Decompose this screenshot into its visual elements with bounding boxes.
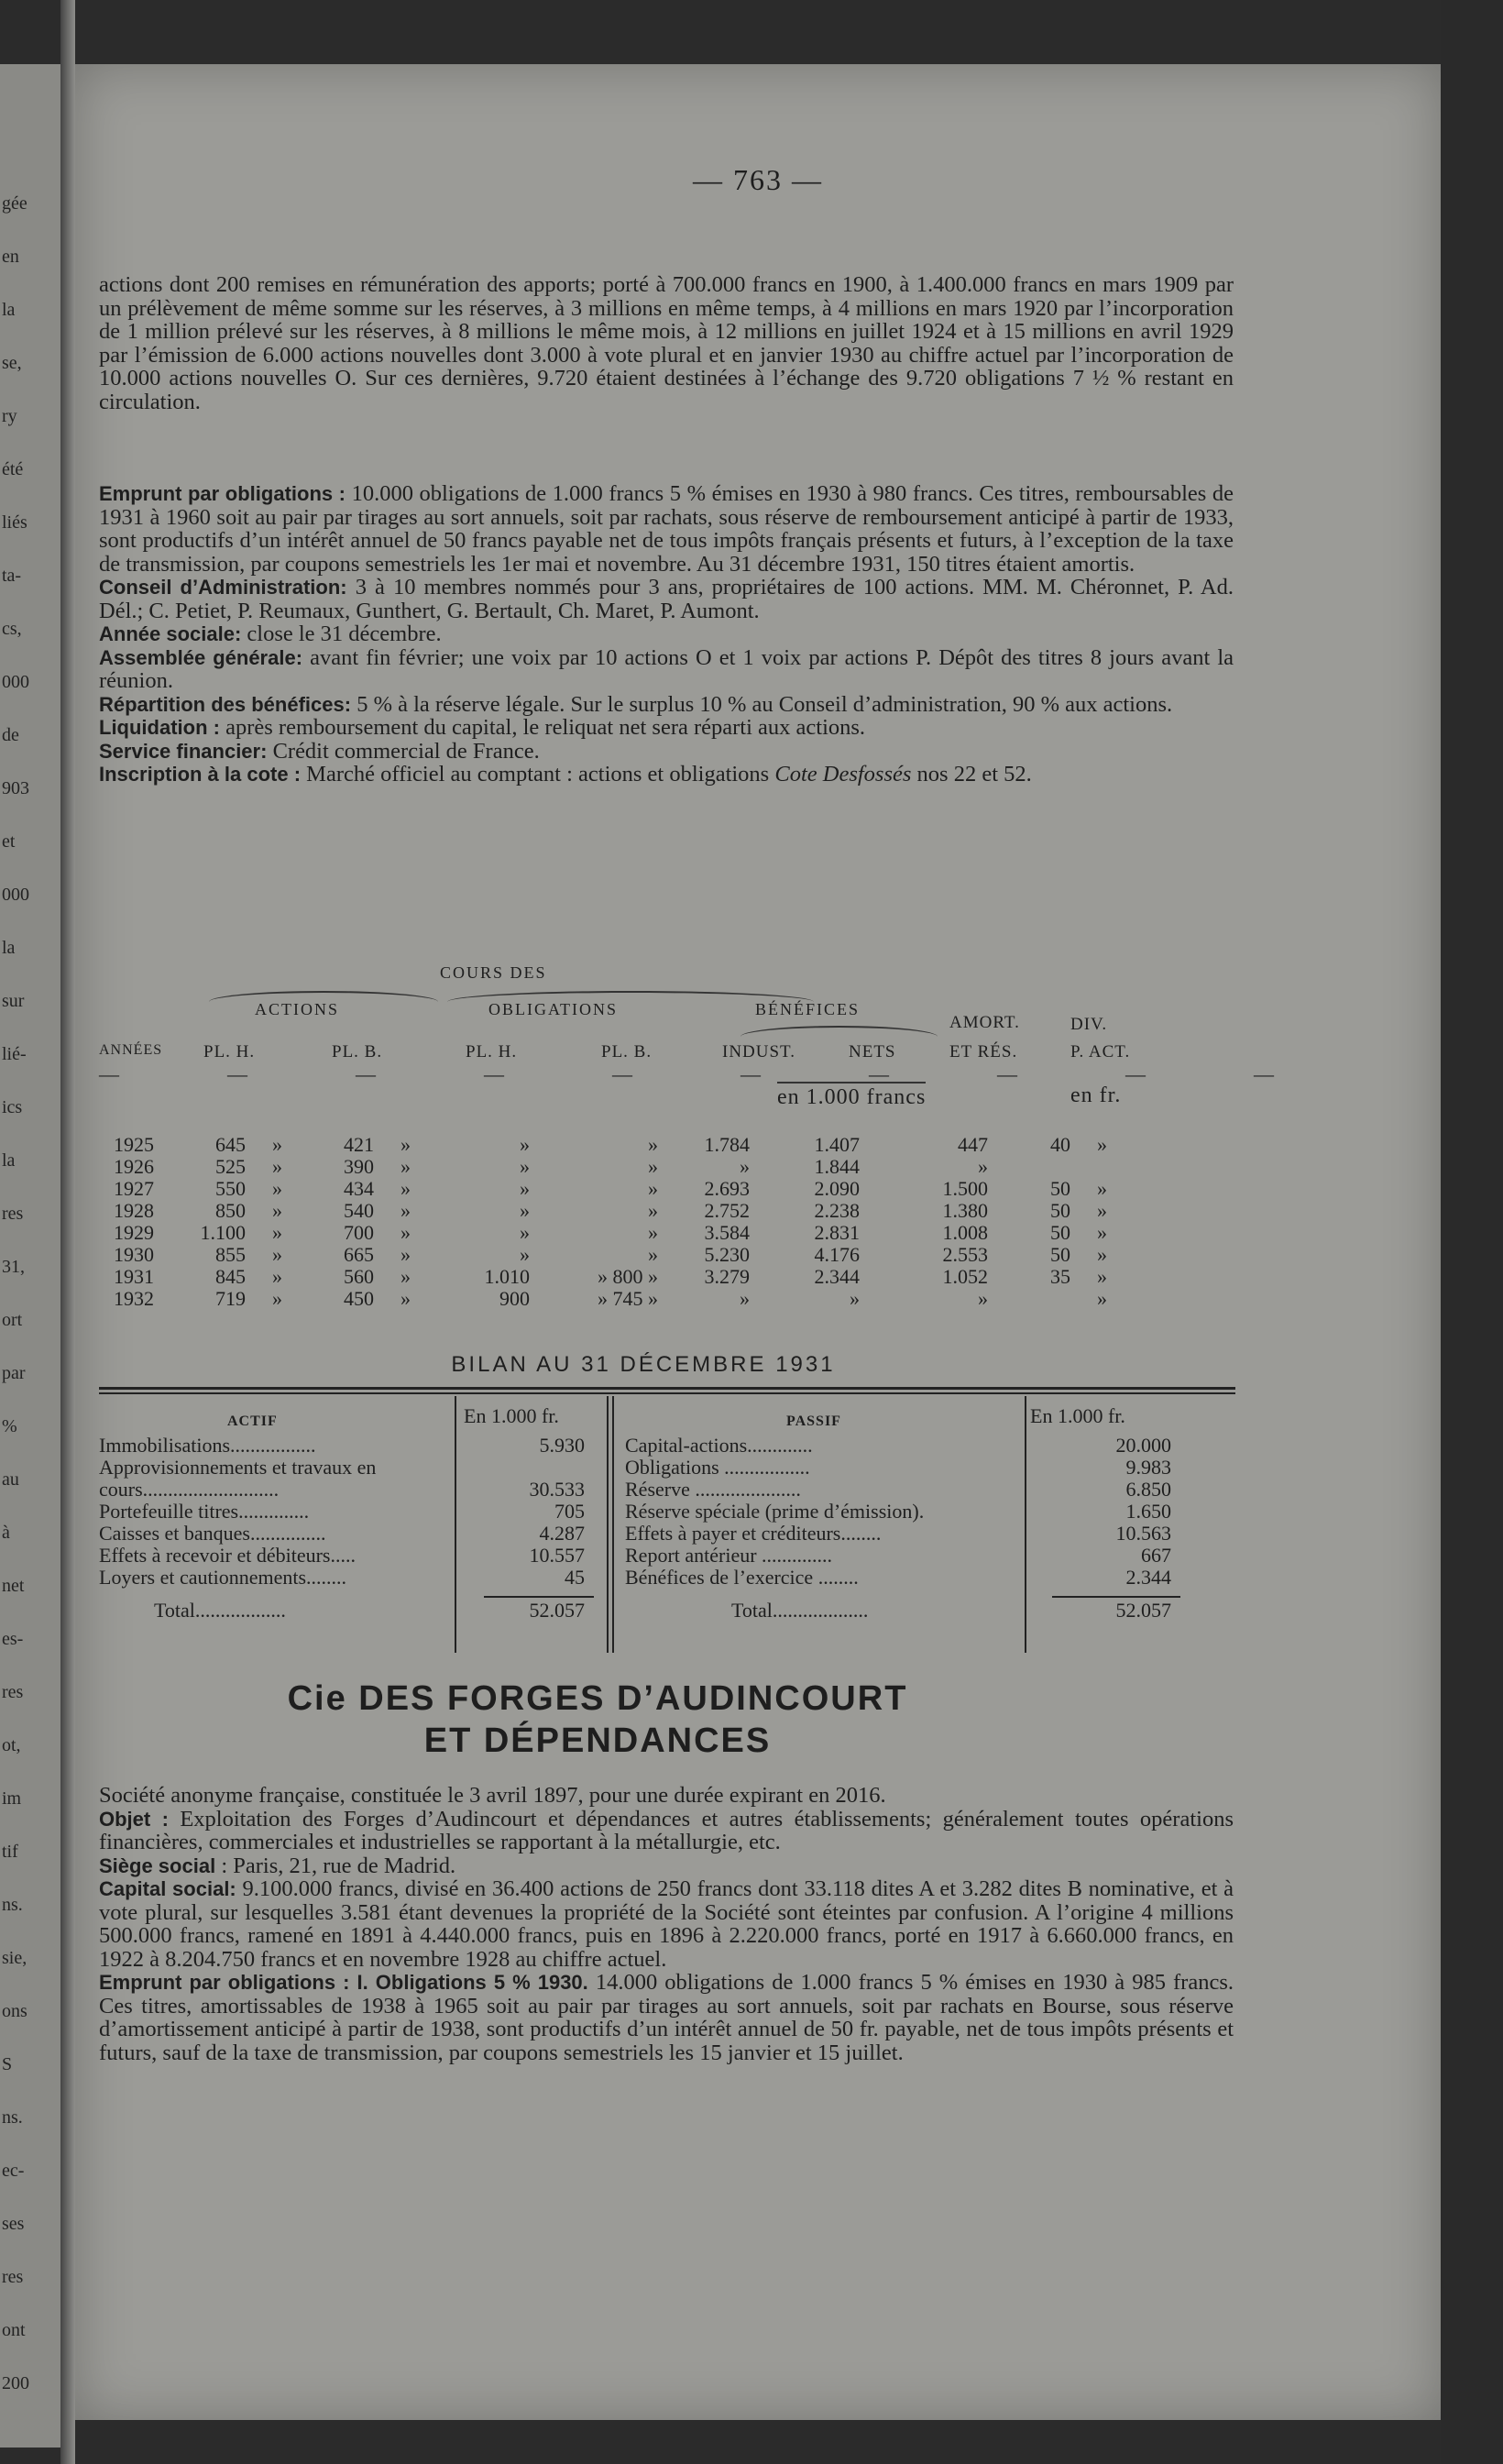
table-cell	[988, 1288, 1070, 1310]
table-cell: »	[1097, 1133, 1107, 1156]
table-cell: 434	[344, 1177, 374, 1200]
actif-value: 10.557	[529, 1544, 585, 1567]
passif-value: 9.983	[1125, 1456, 1171, 1479]
table-cell	[988, 1156, 1070, 1178]
col-pl2: PL. B.	[332, 1042, 383, 1062]
table-cell: 1.844	[814, 1155, 860, 1178]
table-cell: 540	[344, 1199, 374, 1222]
passif-value: 2.344	[1125, 1566, 1171, 1589]
table-cell: 2.090	[814, 1177, 860, 1200]
table-cell: »	[648, 1243, 658, 1266]
table-cell: 5.230	[704, 1243, 750, 1266]
actif-value: 705	[554, 1500, 585, 1523]
table-cell: 421	[344, 1133, 374, 1156]
company-details	[99, 482, 1234, 786]
table-cell: 850	[215, 1199, 246, 1222]
table-cell: 50	[1050, 1177, 1070, 1200]
table-cell: »	[1097, 1199, 1107, 1222]
table-cell: »	[272, 1287, 282, 1310]
table-cell: 1.784	[704, 1133, 750, 1156]
margin-fragment: net	[2, 1576, 25, 1596]
margin-fragment: res	[2, 1204, 24, 1224]
page	[75, 64, 1441, 2420]
table-cell	[1070, 1156, 1107, 1178]
passif-label: Obligations .................	[625, 1456, 810, 1479]
table-cell: 50	[1050, 1243, 1070, 1266]
table-cell: 2.831	[814, 1221, 860, 1244]
bilan-top-rule-2	[99, 1392, 1235, 1394]
col-pl4: PL. B.	[601, 1042, 653, 1062]
table-cell: »	[648, 1199, 658, 1222]
table-cell: 855	[215, 1243, 246, 1266]
actif-unit: En 1.000 fr.	[464, 1404, 559, 1427]
table-cell: »	[520, 1199, 530, 1222]
table-cell: 1.500	[942, 1177, 988, 1200]
table-cell: 1926	[114, 1155, 154, 1178]
margin-fragment: se,	[2, 353, 22, 373]
table-row	[99, 1200, 1107, 1222]
margin-fragment: ns.	[2, 2107, 23, 2128]
actif-label: Caisses et banques...............	[99, 1522, 326, 1545]
intro-text: actions dont 200 remises en rémunération des apports; porté à 700.000 francs en 1900, à 1.400.000 francs en mars 1909 par un prélèvement de même somme sur les réserves, à 3 millions en même temps, à 4 millions en mars 1920 par l’incorporation de 1 million prélevé sur les réserves, à 8 millions le même mois, à 12 millions en juillet 1924 et à 15 millions en avril 1929 par l’émission de 6.000 actions nouvelles dont 3.000 à vote plural et en janvier 1930 au chiffre actuel par l’incorporation de 10.000 actions nouvelles O. Sur ces dernières, 9.720 étaient destinées à l’échange des 9.720 obligations 7 ½ % restant en circulation.	[99, 272, 1234, 414]
brace-benefices	[741, 1026, 938, 1037]
actif-label: Loyers et cautionnements........	[99, 1566, 347, 1589]
section-paragraph	[99, 716, 1234, 740]
col-div: DIV.	[1070, 1015, 1108, 1034]
section-label: Assemblée générale:	[99, 645, 303, 669]
margin-fragment: ses	[2, 2214, 25, 2234]
table-cell: 1.407	[814, 1133, 860, 1156]
table-cell: »	[400, 1177, 411, 1200]
margin-fragment: de	[2, 725, 19, 745]
passif-value: 10.563	[1115, 1522, 1171, 1545]
table-cell: »	[272, 1177, 282, 1200]
table-cell: »	[272, 1199, 282, 1222]
bilan-title: BILAN AU 31 DÉCEMBRE 1931	[451, 1352, 836, 1377]
table-cell: 1929	[114, 1221, 154, 1244]
margin-fragment: cs,	[2, 619, 22, 639]
left-page-margin	[0, 64, 60, 2448]
table-cell: »	[648, 1221, 658, 1244]
margin-fragment: 000	[2, 885, 29, 905]
table-row	[99, 1222, 1107, 1244]
section-paragraph	[99, 693, 1234, 717]
table-cell: 1925	[114, 1133, 154, 1156]
table-row	[99, 1156, 1107, 1178]
table-cell: »	[740, 1287, 750, 1310]
cours-header: COURS DES	[440, 963, 547, 982]
actif-value: 5.930	[539, 1434, 585, 1457]
company-section	[99, 1854, 1234, 1878]
table-cell: 560	[344, 1265, 374, 1288]
company-section-label: Objet :	[99, 1807, 169, 1831]
table-cell: » 800 »	[598, 1265, 658, 1288]
margin-fragment: 31,	[2, 1257, 25, 1277]
table-row	[99, 1288, 1107, 1310]
margin-fragment: en	[2, 247, 19, 267]
table-cell: »	[520, 1177, 530, 1200]
col-amort: AMORT.	[949, 1013, 1020, 1032]
table-cell: »	[400, 1243, 411, 1266]
col-nets: NETS	[849, 1042, 896, 1062]
company-section	[99, 1877, 1234, 1971]
cours-table	[99, 958, 1382, 1325]
table-cell: 2.752	[704, 1199, 750, 1222]
book-gutter	[60, 0, 75, 2464]
passif-total-value: 52.057	[1115, 1599, 1171, 1622]
table-cell: 2.553	[942, 1243, 988, 1266]
table-cell: 665	[344, 1243, 374, 1266]
table-cell: 50	[1050, 1199, 1070, 1222]
margin-fragment: 000	[2, 672, 29, 692]
passif-value: 1.650	[1125, 1500, 1171, 1523]
table-cell: 1.052	[942, 1265, 988, 1288]
table-cell: 550	[215, 1177, 246, 1200]
table-cell: »	[1097, 1265, 1107, 1288]
company-section-text: Exploitation des Forges d’Audincourt et dépendances et autres établissements; généralement toutes opérations financières, commerciales et industrielles se rapportant à la métallurgie, etc.	[99, 1806, 1234, 1854]
section-label: Conseil d’Administration:	[99, 576, 347, 599]
table-cell: 2.693	[704, 1177, 750, 1200]
margin-fragment: liés	[2, 512, 27, 533]
table-cell: 390	[344, 1155, 374, 1178]
bilan-vline-1	[455, 1396, 456, 1653]
table-cell: 450	[344, 1287, 374, 1310]
table-cell: 40	[1050, 1133, 1070, 1156]
table-row	[99, 1244, 1107, 1266]
section-label: Emprunt par obligations :	[99, 482, 346, 505]
section-text: close le 31 décembre.	[241, 622, 442, 646]
actif-total-label: Total..................	[154, 1599, 286, 1622]
table-cell: 645	[215, 1133, 246, 1156]
section-label: Répartition des bénéfices:	[99, 692, 352, 716]
table-cell: 1927	[114, 1177, 154, 1200]
passif-label: Réserve spéciale (prime d’émission).	[625, 1500, 925, 1523]
section-label: Service financier:	[99, 739, 268, 763]
col-indust: INDUST.	[722, 1042, 796, 1062]
margin-fragment: 903	[2, 778, 29, 798]
table-cell: »	[978, 1155, 988, 1178]
col-pl1: PL. H.	[203, 1042, 256, 1062]
section-text: 5 % à la réserve légale. Sur le surplus 10 % au Conseil d’administration, 90 % aux actions.	[351, 691, 1173, 717]
company-section-label: Siège social	[99, 1854, 216, 1877]
company-section-text: : Paris, 21, rue de Madrid.	[215, 1853, 456, 1878]
table-cell: »	[272, 1133, 282, 1156]
table-cell: »	[648, 1155, 658, 1178]
table-cell: »	[400, 1199, 411, 1222]
margin-fragment: au	[2, 1469, 19, 1490]
section-text: 10.000 obligations de 1.000 francs 5 % émises en 1930 à 980 francs. Ces titres, remboursables de 1931 à 1960 soit au pair par tirages au sort annuels, soit par rachats, sous réserve de remboursement anticipé à partir de 1933, sont productifs d’un intérêt annuel de 50 francs payable net de tous impôts français présents et futurs, à l’exception de la taxe de transmission, par coupons semestriels les 1er mai et novembre. Au 31 décembre 1931, 150 titres étaient amortis.	[99, 481, 1234, 577]
section-paragraph	[99, 622, 1234, 646]
table-cell: »	[272, 1243, 282, 1266]
page-number: — 763 —	[693, 163, 823, 196]
margin-fragment: et	[2, 831, 16, 852]
table-cell: 1931	[114, 1265, 154, 1288]
table-row	[99, 1134, 1107, 1156]
table-row	[99, 1266, 1107, 1288]
table-cell: 1.380	[942, 1199, 988, 1222]
bilan-vline-4	[1025, 1396, 1026, 1653]
passif-unit: En 1.000 fr.	[1030, 1404, 1125, 1427]
margin-fragment: gée	[2, 193, 27, 214]
margin-fragment: ta-	[2, 566, 22, 586]
group-benefices: BÉNÉFICES	[755, 1000, 861, 1018]
bilan-vline-3	[612, 1396, 614, 1653]
bilan-vline-2	[607, 1396, 609, 1653]
table-cell: »	[648, 1177, 658, 1200]
table-cell: »	[740, 1155, 750, 1178]
company-title-line2: ET DÉPENDANCES	[423, 1722, 772, 1760]
table-cell: 700	[344, 1221, 374, 1244]
company-section-label: Emprunt par obligations : I. Obligations 5 % 1930.	[99, 1971, 588, 1994]
passif-value: 667	[1141, 1544, 1171, 1567]
margin-fragment: %	[2, 1416, 17, 1436]
unit-fr: en fr.	[1070, 1084, 1122, 1107]
margin-fragment: par	[2, 1363, 26, 1383]
company-section-label: Capital social:	[99, 1877, 236, 1900]
passif-header: PASSIF	[786, 1414, 841, 1429]
table-cell: »	[400, 1221, 411, 1244]
section-tail: nos 22 et 52.	[911, 762, 1032, 786]
group-obligations: OBLIGATIONS	[488, 1000, 618, 1018]
background-edge	[1441, 0, 1503, 2464]
table-cell: »	[520, 1155, 530, 1178]
passif-label: Report antérieur ..............	[625, 1544, 833, 1567]
actif-total-rule	[484, 1596, 594, 1598]
margin-fragment: sur	[2, 991, 25, 1011]
table-cell: »	[400, 1133, 411, 1156]
table-cell: »	[400, 1265, 411, 1288]
table-cell: 1.008	[942, 1221, 988, 1244]
margin-fragment: ec-	[2, 2161, 25, 2181]
margin-fragment: tif	[2, 1842, 18, 1862]
table-cell: »	[272, 1265, 282, 1288]
company-section-text: 9.100.000 francs, divisé en 36.400 actions de 250 francs dont 33.118 dites A et 3.282 dites B nominative, et à vote plural, sur lesquelles 3.581 étant devenues la propriété de la Société sont éteintes par confusion. A l’origine 4 millions 500.000 francs, ramené en 1891 à 4.440.000 francs, puis en 1896 à 2.220.000 francs, porté en 1917 à 6.660.000 francs, en 1922 à 8.204.750 francs et en novembre 1928 au chiffre actuel.	[99, 1876, 1234, 1972]
margin-fragment: sie,	[2, 1948, 27, 1968]
table-cell: 3.279	[704, 1265, 750, 1288]
margin-fragment: ns.	[2, 1895, 23, 1915]
company-section	[99, 1808, 1234, 1854]
margin-fragment: ort	[2, 1310, 23, 1330]
table-cell: »	[520, 1133, 530, 1156]
actif-header: ACTIF	[227, 1414, 278, 1429]
table-cell: 1932	[114, 1287, 154, 1310]
margin-fragment: été	[2, 459, 24, 479]
section-paragraph	[99, 740, 1234, 764]
actif-value: 4.287	[539, 1522, 585, 1545]
margin-fragment: lié-	[2, 1044, 27, 1064]
table-cell: 525	[215, 1155, 246, 1178]
col-annees: ANNÉES	[99, 1042, 163, 1058]
company-section	[99, 1971, 1234, 2064]
unit-francs: en 1.000 francs	[777, 1082, 926, 1110]
passif-label: Réserve .....................	[625, 1478, 801, 1501]
table-cell: 3.584	[704, 1221, 750, 1244]
table-cell: 845	[215, 1265, 246, 1288]
table-cell: 1.100	[200, 1221, 246, 1244]
table-cell: » 745 »	[598, 1287, 658, 1310]
table-cell: 2.344	[814, 1265, 860, 1288]
actif-value: 45	[565, 1566, 585, 1589]
section-text: Marché officiel au comptant : actions et obligations	[301, 762, 775, 786]
margin-fragment: ot,	[2, 1735, 21, 1755]
table-cell: 719	[215, 1287, 246, 1310]
margin-fragment: ont	[2, 2320, 26, 2340]
actif-label: cours...........................	[99, 1478, 280, 1501]
section-paragraph	[99, 763, 1234, 786]
section-italic: Cote Desfossés	[774, 762, 912, 786]
actif-value: 30.533	[529, 1478, 585, 1501]
section-paragraph	[99, 482, 1234, 576]
table-cell: 1.010	[484, 1265, 530, 1288]
margin-fragment: la	[2, 938, 16, 958]
passif-total-label: Total...................	[731, 1599, 869, 1622]
section-paragraph	[99, 646, 1234, 693]
section-label: Inscription à la cote :	[99, 763, 302, 786]
table-cell: »	[400, 1287, 411, 1310]
table-cell: »	[520, 1243, 530, 1266]
passif-label: Bénéfices de l’exercice ........	[625, 1566, 859, 1589]
table-cell: 900	[499, 1287, 530, 1310]
margin-fragment: 200	[2, 2373, 29, 2393]
table-cell: »	[1097, 1287, 1107, 1310]
group-actions: ACTIONS	[255, 1000, 340, 1018]
dash-row: ——————————	[99, 1062, 1382, 1085]
margin-fragment: S	[2, 2054, 13, 2074]
col-div2: P. ACT.	[1070, 1042, 1131, 1062]
table-cell: 50	[1050, 1221, 1070, 1244]
col-pl3: PL. H.	[466, 1042, 518, 1062]
table-cell: »	[1097, 1177, 1107, 1200]
col-amort2: ET RÉS.	[949, 1042, 1018, 1062]
margin-fragment: la	[2, 300, 16, 320]
table-cell: 35	[1050, 1265, 1070, 1288]
table-cell: »	[978, 1287, 988, 1310]
section-paragraph	[99, 576, 1234, 622]
passif-value: 20.000	[1115, 1434, 1171, 1457]
bilan-table	[99, 1387, 1235, 1662]
section-label: Liquidation :	[99, 716, 220, 739]
table-cell: 2.238	[814, 1199, 860, 1222]
actif-label: Portefeuille titres..............	[99, 1500, 310, 1523]
table-cell: »	[648, 1133, 658, 1156]
margin-fragment: à	[2, 1523, 10, 1543]
margin-fragment: ry	[2, 406, 17, 426]
bilan-top-rule	[99, 1387, 1235, 1390]
table-cell: »	[272, 1221, 282, 1244]
margin-fragment: res	[2, 2267, 24, 2287]
actif-label: Immobilisations.................	[99, 1434, 316, 1457]
section-text: après remboursement du capital, le reliquat net sera réparti aux actions.	[219, 715, 866, 740]
section-text: Crédit commercial de France.	[267, 738, 540, 764]
table-cell: 1928	[114, 1199, 154, 1222]
table-cell: »	[1097, 1243, 1107, 1266]
actif-label: Approvisionnements et travaux en	[99, 1456, 377, 1479]
company-text	[99, 1784, 1234, 2064]
actif-total-value: 52.057	[529, 1599, 585, 1622]
table-cell: 4.176	[814, 1243, 860, 1266]
section-text: avant fin février; une voix par 10 actions O et 1 voix par actions P. Dépôt des titres 8 jours avant la réunion.	[99, 644, 1234, 693]
actif-label: Effets à recevoir et débiteurs.....	[99, 1544, 356, 1567]
table-cell: »	[1097, 1221, 1107, 1244]
table-cell: 1930	[114, 1243, 154, 1266]
company-intro: Société anonyme française, constituée le 3 avril 1897, pour une durée expirant en 2016.	[99, 1783, 886, 1808]
section-label: Année sociale:	[99, 622, 242, 645]
passif-total-rule	[1052, 1596, 1180, 1598]
table-cell: »	[520, 1221, 530, 1244]
margin-fragment: im	[2, 1788, 22, 1809]
company-section-text: 14.000 obligations de 1.000 francs 5 % émises en 1930 à 985 francs. Ces titres, amortissables de 1938 à 1965 soit au pair par tirages au sort annuels, soit par rachats en Bourse, sous réserve d’amortissement anticipé à partir de 1938, sont productifs d’un intérêt annuel de 50 fr. payable, net de tous impôts présents et futurs, sauf de la taxe de transmission, par coupons semestriels les 15 janvier et 15 juillet.	[99, 1970, 1234, 2065]
intro-paragraph	[99, 273, 1234, 413]
cours-rows	[99, 1134, 1107, 1310]
passif-label: Capital-actions.............	[625, 1434, 813, 1457]
passif-value: 6.850	[1125, 1478, 1171, 1501]
company-title-line1: Cie DES FORGES D’AUDINCOURT	[287, 1679, 908, 1718]
table-cell: 447	[958, 1133, 988, 1156]
table-cell: »	[400, 1155, 411, 1178]
margin-fragment: res	[2, 1682, 24, 1702]
table-cell: »	[850, 1287, 860, 1310]
table-row	[99, 1178, 1107, 1200]
margin-fragment: ics	[2, 1097, 23, 1117]
table-cell: »	[272, 1155, 282, 1178]
margin-fragment: la	[2, 1150, 16, 1171]
margin-fragment: es-	[2, 1629, 24, 1649]
section-text: 3 à 10 membres nommés pour 3 ans, propriétaires de 100 actions. MM. M. Chéronnet, P. Ad. Dél.; C. Petiet, P. Reumaux, Gunthert, G. Bertault, Ch. Maret, P. Aumont.	[99, 575, 1234, 623]
margin-fragment: ons	[2, 2001, 27, 2021]
passif-label: Effets à payer et créditeurs........	[625, 1522, 882, 1545]
